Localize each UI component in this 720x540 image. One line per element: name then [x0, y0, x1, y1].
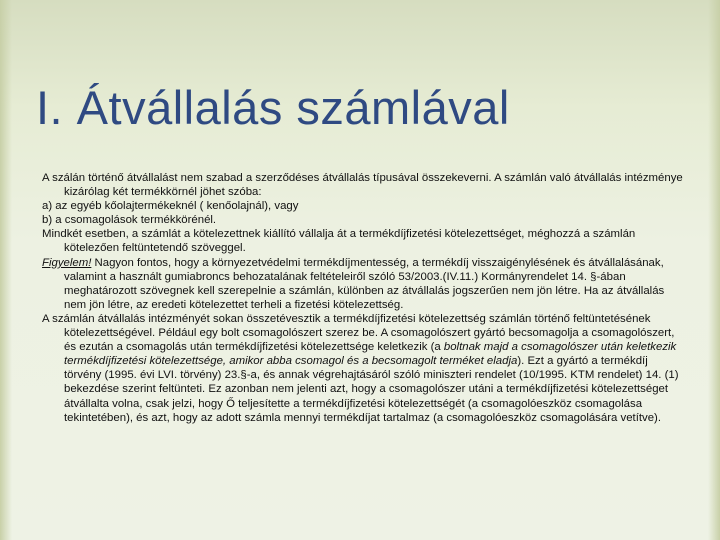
paragraph-item-a-text: a) az egyéb kőolajtermékeknél ( kenőolajnál), vagy — [42, 200, 299, 213]
paragraph-both-cases — [42, 227, 684, 255]
paragraph-warning-text: Nagyon fontos, hogy a környezetvédelmi termékdíjmentesség, a termékdíj visszaigénylésének és átvállalásának, valamint a használt gumiabroncs behozatalának feltételeiről szóló 53/2003.(IV.11.) Kormányrendelet 14. §-ában meghatározott szövegnek kell szerepelnie a számlán, különben az átvállalás jogszerűen nem jön létre. Ha az átvállalás nem jön létre, az eredeti kötelezettet terheli a fizetési kötelezettség. — [64, 256, 665, 311]
paragraph-both-cases-text: Mindkét esetben, a számlát a kötelezettnek kiállító vállalja át a termékdíjfizetési kötelezettséget, méghozzá a számlán kötelezően feltüntetendő szöveggel. — [42, 228, 636, 255]
paragraph-explanation-text-a: A számlán átvállalás intézményét sokan összetévesztik a termékdíjfizetési kötelezettség számlán történő feltüntetésének kötelezettségével. Például egy bolt csomagolószert szerez be. A csomagolószert gyártó becsomagolja a csomagolószert, és ezután a csomagolás után termékdíjfizetési kötelezettsége keletkezik (a — [42, 312, 675, 354]
slide-body — [42, 171, 684, 425]
paragraph-item-b-text: b) a csomagolások termékkörénél. — [42, 214, 217, 227]
slide-edge-right — [708, 0, 720, 540]
paragraph-warning — [42, 256, 684, 312]
paragraph-intro-text: A szálán történő átvállalást nem szabad a szerződéses átvállalás típusával összekeverni. A számlán való átvállalás intézménye kizárólag két termékkörnél jöhet szóba: — [42, 172, 683, 199]
paragraph-explanation-text-b: ). Ezt a gyártó a termékdíj törvény (1995. évi LVI. törvény) 23.§-a, és annak végrehajtásáról szóló miniszteri rendelet (10/1995. KTM rendelet) 14. (1) bekezdése szerint feltünteti. Ez azonban nem jelenti azt, hogy a csomagolószer utáni a termékdíjfizetési kötelezettséget átvállalta volna, csak jelzi, hogy Ő teljesítette a termékdíjfizetési kötelezettségét (a csomagolóeszköz csomagolása tekintetében), és azt, hogy az adott számla mennyi termékdíjat tartalmaz (a csomagolóeszköz csomagolására vetítve). — [64, 355, 679, 424]
warning-label: Figyelem! — [42, 256, 92, 269]
paragraph-explanation-italic: boltnak majd a csomagolószer után keletkezik termékdíjfizetési kötelezettsége, amikor abba csomagol és a becsomagolt terméket eladja — [64, 341, 677, 368]
paragraph-item-b — [42, 213, 684, 227]
paragraph-item-a — [42, 199, 684, 213]
slide-title: I. Átvállalás számlával — [36, 81, 510, 134]
paragraph-intro — [42, 171, 684, 199]
slide-edge-left — [0, 0, 12, 540]
paragraph-explanation — [42, 312, 684, 425]
